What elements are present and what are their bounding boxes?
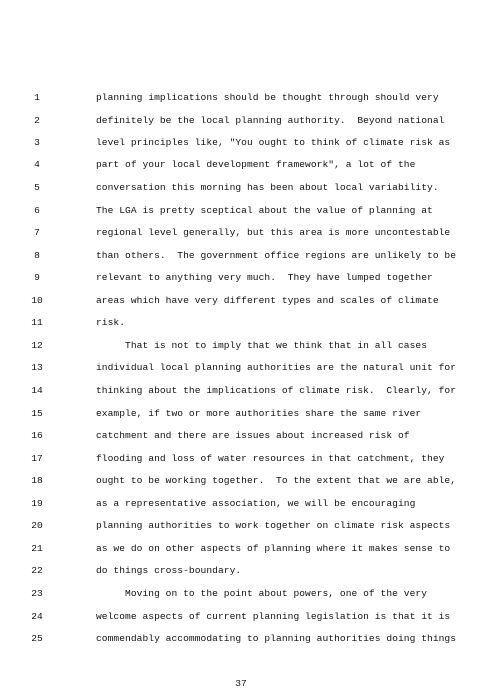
transcript-line	[0, 408, 482, 430]
transcript-line	[0, 227, 482, 249]
line-number: 17	[31, 453, 43, 464]
line-number: 13	[31, 362, 43, 373]
transcript-line	[0, 475, 482, 497]
line-number: 4	[34, 159, 40, 170]
line-text: The LGA is pretty sceptical about the value of planning at	[96, 205, 433, 216]
line-number: 7	[34, 227, 40, 238]
line-number: 20	[31, 520, 43, 531]
line-number: 3	[34, 137, 40, 148]
line-text: welcome aspects of current planning legislation is that it is	[96, 611, 451, 622]
line-number: 11	[31, 317, 43, 328]
line-number: 18	[31, 475, 43, 486]
transcript-line	[0, 137, 482, 159]
transcript-line	[0, 182, 482, 204]
transcript-line	[0, 611, 482, 633]
page-number: 37	[235, 678, 247, 689]
line-number: 24	[31, 611, 43, 622]
line-text: as a representative association, we will be encouraging	[96, 498, 416, 509]
transcript-line	[0, 317, 482, 339]
line-text: example, if two or more authorities share the same river	[96, 408, 422, 419]
line-text: ought to be working together. To the extent that we are able,	[96, 475, 457, 486]
transcript-line	[0, 272, 482, 294]
line-text: commendably accommodating to planning authorities doing things	[96, 633, 457, 644]
line-number: 8	[34, 250, 40, 261]
transcript-line	[0, 498, 482, 520]
line-text: relevant to anything very much. They have lumped together	[96, 272, 433, 283]
line-number: 10	[31, 295, 43, 306]
transcript-line	[0, 295, 482, 317]
line-number: 16	[31, 430, 43, 441]
line-number: 1	[34, 92, 40, 103]
line-number: 19	[31, 498, 43, 509]
line-text: catchment and there are issues about increased risk of	[96, 430, 410, 441]
line-text: individual local planning authorities are the natural unit for	[96, 362, 457, 373]
transcript-line	[0, 159, 482, 181]
line-number: 2	[34, 115, 40, 126]
transcript-line	[0, 520, 482, 542]
line-text: thinking about the implications of climate risk. Clearly, for	[96, 385, 457, 396]
line-text: do things cross-boundary.	[96, 565, 242, 576]
transcript-line	[0, 362, 482, 384]
line-number: 21	[31, 543, 43, 554]
line-number: 12	[31, 340, 43, 351]
transcript-line	[0, 565, 482, 587]
transcript-line	[0, 115, 482, 137]
line-number: 23	[31, 588, 43, 599]
line-number: 22	[31, 565, 43, 576]
transcript-line	[0, 385, 482, 407]
transcript-line	[0, 340, 482, 362]
transcript-line	[0, 430, 482, 452]
line-number: 6	[34, 205, 40, 216]
transcript-line	[0, 92, 482, 114]
transcript-line	[0, 633, 482, 655]
line-text: Moving on to the point about powers, one of the very	[96, 588, 428, 599]
line-text: part of your local development framework", a lot of the	[96, 159, 416, 170]
line-text: conversation this morning has been about local variability.	[96, 182, 439, 193]
line-text: areas which have very different types and scales of climate	[96, 295, 439, 306]
line-text: level principles like, "You ought to think of climate risk as	[96, 137, 451, 148]
transcript-line	[0, 205, 482, 227]
line-number: 5	[34, 182, 40, 193]
line-number: 15	[31, 408, 43, 419]
transcript-line	[0, 543, 482, 565]
line-number: 25	[31, 633, 43, 644]
transcript-line	[0, 453, 482, 475]
line-text: than others. The government office regions are unlikely to be	[96, 250, 457, 261]
transcript-line	[0, 250, 482, 272]
line-number: 9	[34, 272, 40, 283]
line-text: regional level generally, but this area is more uncontestable	[96, 227, 451, 238]
line-text: planning implications should be thought through should very	[96, 92, 439, 103]
line-text: risk.	[96, 317, 126, 328]
line-text: That is not to imply that we think that in all cases	[96, 340, 428, 351]
line-text: flooding and loss of water resources in that catchment, they	[96, 453, 445, 464]
transcript-line	[0, 588, 482, 610]
line-number: 14	[31, 385, 43, 396]
line-text: as we do on other aspects of planning where it makes sense to	[96, 543, 451, 554]
line-text: planning authorities to work together on climate risk aspects	[96, 520, 451, 531]
line-text: definitely be the local planning authority. Beyond national	[96, 115, 445, 126]
